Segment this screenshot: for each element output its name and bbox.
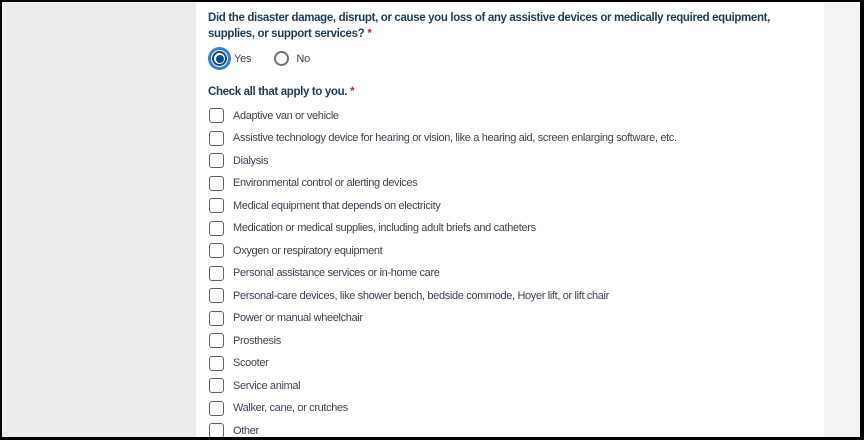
checkbox-unchecked[interactable] [209,108,224,123]
checklist-row[interactable] [208,176,810,191]
checklist-row[interactable] [208,198,810,213]
checklist-row[interactable] [208,131,810,146]
checkbox-unchecked[interactable] [209,356,224,371]
checkbox-unchecked[interactable] [209,198,224,213]
question-label [208,10,810,42]
checkbox-unchecked[interactable] [209,266,224,281]
question-text: Did the disaster damage, disrupt, or cause you loss of any assistive devices or medically required equipment, supplies, or support services? [208,12,770,40]
checkbox-label[interactable]: Personal-care devices, like shower bench, bedside commode, Hoyer lift, or lift chair [233,289,609,302]
checklist-heading [208,86,810,98]
radio-label-yes[interactable]: Yes [234,52,252,65]
checkbox-unchecked[interactable] [209,153,224,168]
checkbox-unchecked[interactable] [209,401,224,416]
checkbox-label[interactable]: Service animal [233,379,301,392]
checkbox-unchecked[interactable] [209,423,224,438]
checklist-row[interactable] [208,333,810,348]
radio-label-no[interactable]: No [296,52,311,65]
checklist-row[interactable] [208,243,810,258]
checkbox-unchecked[interactable] [209,243,224,258]
checkbox-unchecked[interactable] [209,288,224,303]
checklist-row[interactable] [208,153,810,168]
checkbox-label[interactable]: Environmental control or alerting devices [233,177,418,189]
checkbox-label[interactable]: Walker, cane, or crutches [233,402,348,414]
checkbox-label[interactable]: Power or manual wheelchair [233,312,363,324]
checkbox-label[interactable]: Adaptive van or vehicle [233,109,339,122]
checklist [208,108,810,438]
checkbox-label[interactable]: Prosthesis [233,334,281,347]
checkbox-unchecked[interactable] [209,176,224,191]
required-asterisk: * [350,86,355,98]
checkbox-label[interactable]: Assistive technology device for hearing or vision, like a hearing aid, screen enlarging software, etc. [233,132,677,144]
radio-group-assistive-loss [208,47,810,70]
radio-no[interactable] [274,51,289,66]
checkbox-unchecked[interactable] [209,221,224,236]
checklist-row[interactable] [208,108,810,123]
checkbox-unchecked[interactable] [209,333,224,348]
checklist-row[interactable] [208,221,810,236]
right-gutter [824,2,860,437]
form-content [196,2,824,437]
checkbox-unchecked[interactable] [209,131,224,146]
checklist-row[interactable] [208,401,810,416]
radio-yes-selected[interactable] [212,51,227,66]
checkbox-label[interactable]: Oxygen or respiratory equipment [233,244,383,257]
checkbox-label[interactable]: Personal assistance services or in-home care [233,267,440,279]
checkbox-label[interactable]: Medication or medical supplies, including adult briefs and catheters [233,222,536,234]
checklist-heading-text: Check all that apply to you. [208,86,348,98]
checklist-row[interactable] [208,266,810,281]
checklist-row[interactable] [208,356,810,371]
checkbox-label[interactable]: Other [233,424,259,437]
checkbox-unchecked[interactable] [209,378,224,393]
checkbox-label[interactable]: Scooter [233,357,269,369]
checklist-row[interactable] [208,288,810,303]
checkbox-label[interactable]: Dialysis [233,154,269,167]
checkbox-unchecked[interactable] [209,311,224,326]
checklist-row[interactable] [208,423,810,438]
checklist-row[interactable] [208,311,810,326]
checklist-row[interactable] [208,378,810,393]
required-asterisk: * [367,28,372,40]
checkbox-label[interactable]: Medical equipment that depends on electricity [233,199,441,212]
